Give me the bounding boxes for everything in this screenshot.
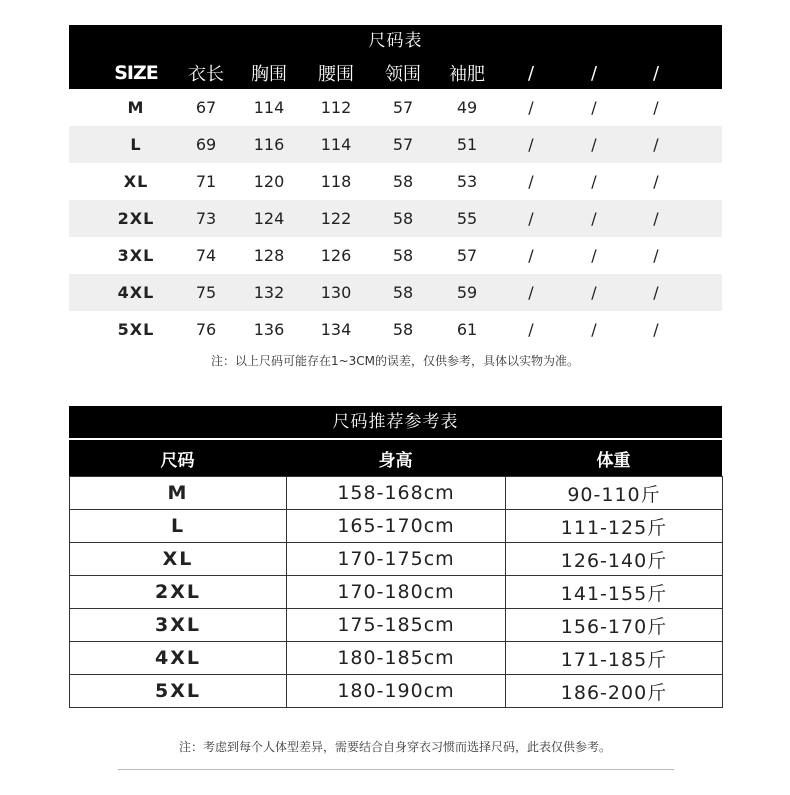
size-cell: M [70, 477, 287, 510]
table-cell: / [528, 172, 534, 191]
table-cell: 55 [456, 209, 478, 228]
table-cell: / [528, 98, 534, 117]
table-row [70, 576, 723, 609]
table-cell: / [653, 135, 659, 154]
header-empty: / [652, 62, 660, 84]
table-cell: 51 [456, 135, 478, 154]
table-cell: 59 [456, 283, 478, 302]
size-cell: XL [70, 543, 287, 576]
size-chart-header-row [69, 57, 722, 89]
header-sleeve: 袖肥 [449, 64, 485, 85]
table-cell: / [528, 320, 534, 339]
header-empty: / [527, 62, 535, 84]
height-cell: 170-175cm [287, 543, 506, 576]
size-cell: 4XL [117, 283, 155, 302]
table-row [70, 477, 723, 510]
table-cell: / [591, 209, 597, 228]
height-cell: 180-190cm [287, 675, 506, 708]
header-size: 尺码 [160, 450, 195, 471]
table-cell: / [653, 320, 659, 339]
divider [118, 769, 674, 770]
size-recommend-table [69, 406, 722, 708]
table-cell: 76 [195, 320, 217, 339]
table-cell: 114 [320, 135, 352, 154]
table-row [70, 642, 723, 675]
size-chart-table [69, 25, 722, 348]
weight-cell: 90-110斤 [506, 477, 723, 510]
table-cell: 69 [195, 135, 217, 154]
table-cell: 58 [392, 320, 414, 339]
table-cell: 61 [456, 320, 478, 339]
size-cell: L [130, 135, 142, 154]
table-cell: 58 [392, 172, 414, 191]
table-row [69, 274, 722, 311]
table-row [69, 200, 722, 237]
table-cell: 116 [253, 135, 285, 154]
table-cell: 57 [392, 98, 414, 117]
table-cell: / [591, 135, 597, 154]
table-row [70, 510, 723, 543]
table-cell: 74 [195, 246, 217, 265]
table-cell: 67 [195, 98, 217, 117]
header-height: 身高 [378, 450, 413, 471]
table-cell: / [591, 320, 597, 339]
table-row [70, 675, 723, 708]
table-cell: 126 [320, 246, 352, 265]
table-row [69, 237, 722, 274]
table-cell: / [591, 98, 597, 117]
table-row [69, 311, 722, 348]
table-cell: / [591, 172, 597, 191]
size-cell: M [127, 98, 145, 117]
table-cell: 128 [253, 246, 285, 265]
table-cell: / [653, 283, 659, 302]
weight-cell: 171-185斤 [506, 642, 723, 675]
table-cell: 57 [456, 246, 478, 265]
weight-cell: 156-170斤 [506, 609, 723, 642]
table-cell: 130 [320, 283, 352, 302]
table-cell: 58 [392, 283, 414, 302]
table-cell: 53 [456, 172, 478, 191]
size-recommend-header-row [69, 438, 722, 476]
header-length: 衣长 [188, 64, 224, 85]
weight-cell: 141-155斤 [506, 576, 723, 609]
size-cell: L [70, 510, 287, 543]
size-cell: 3XL [117, 246, 155, 265]
table-cell: 112 [320, 98, 352, 117]
table-cell: 136 [253, 320, 285, 339]
table-cell: 118 [320, 172, 352, 191]
table-row [69, 126, 722, 163]
size-chart-title: 尺码表 [69, 25, 722, 57]
table-cell: 49 [456, 98, 478, 117]
table-cell: 58 [392, 246, 414, 265]
height-cell: 158-168cm [287, 477, 506, 510]
table-cell: / [528, 135, 534, 154]
table-cell: / [653, 172, 659, 191]
height-cell: 175-185cm [287, 609, 506, 642]
weight-cell: 186-200斤 [506, 675, 723, 708]
height-cell: 165-170cm [287, 510, 506, 543]
header-weight: 体重 [596, 450, 631, 471]
header-waist: 腰围 [318, 64, 354, 85]
weight-cell: 111-125斤 [506, 510, 723, 543]
table-cell: 124 [253, 209, 285, 228]
size-cell: 3XL [70, 609, 287, 642]
header-chest: 胸围 [251, 64, 287, 85]
size-recommend-grid [69, 476, 723, 708]
size-cell: 2XL [117, 209, 155, 228]
size-cell: 5XL [117, 320, 155, 339]
size-cell: 5XL [70, 675, 287, 708]
height-cell: 180-185cm [287, 642, 506, 675]
table-cell: / [528, 209, 534, 228]
size-recommend-note: 注：考虑到每个人体型差异，需要结合自身穿衣习惯而选择尺码，此表仅供参考。 [178, 740, 611, 754]
weight-cell: 126-140斤 [506, 543, 723, 576]
table-row [69, 89, 722, 126]
table-cell: / [653, 98, 659, 117]
table-cell: 122 [320, 209, 352, 228]
table-cell: 75 [195, 283, 217, 302]
table-row [69, 163, 722, 200]
table-cell: / [591, 283, 597, 302]
size-cell: XL [123, 172, 149, 191]
header-empty: / [590, 62, 598, 84]
table-cell: 114 [253, 98, 285, 117]
size-cell: 2XL [70, 576, 287, 609]
table-cell: 132 [253, 283, 285, 302]
table-row [70, 543, 723, 576]
table-cell: 57 [392, 135, 414, 154]
size-chart-note: 注：以上尺码可能存在1~3CM的误差，仅供参考，具体以实物为准。 [210, 354, 580, 368]
table-cell: 73 [195, 209, 217, 228]
table-cell: / [528, 283, 534, 302]
table-cell: 134 [320, 320, 352, 339]
table-cell: / [653, 209, 659, 228]
table-row [70, 609, 723, 642]
header-collar: 领围 [385, 64, 421, 85]
size-cell: 4XL [70, 642, 287, 675]
table-cell: / [591, 246, 597, 265]
table-cell: / [653, 246, 659, 265]
table-cell: 120 [253, 172, 285, 191]
header-size: SIZE [114, 62, 158, 84]
size-recommend-title: 尺码推荐参考表 [69, 406, 722, 438]
table-cell: 58 [392, 209, 414, 228]
table-cell: / [528, 246, 534, 265]
table-cell: 71 [195, 172, 217, 191]
height-cell: 170-180cm [287, 576, 506, 609]
